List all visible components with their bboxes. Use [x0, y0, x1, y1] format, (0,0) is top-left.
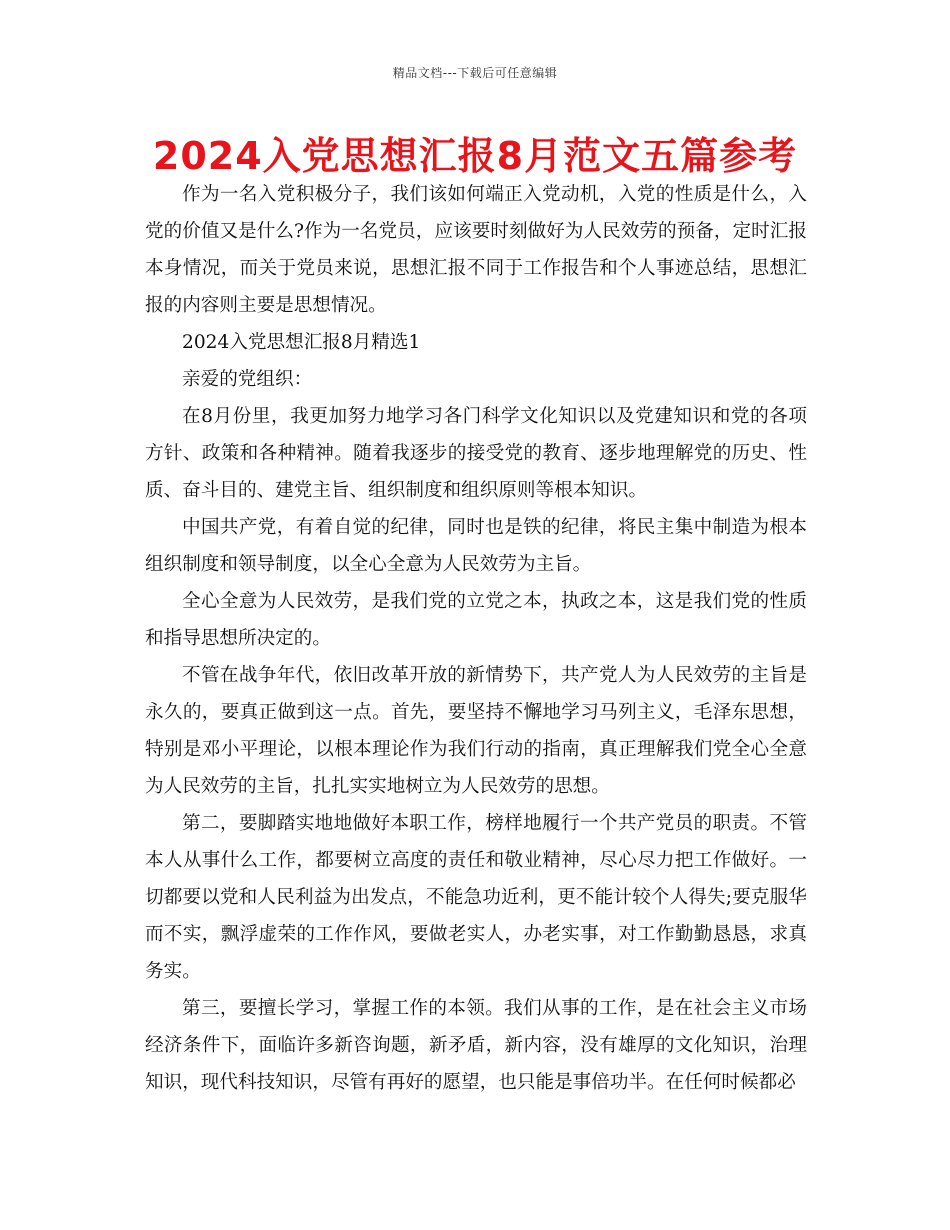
section-heading: 2024入党思想汇报8月精选1 — [182, 332, 421, 353]
paragraph: 在8月份里，我更加努力地学习各门科学文化知识以及党建知识和党的各项方针、政策和各种精神。随着我逐步的接受党的教育、逐步地理解党的历史、性质、奋斗目的、建党主旨、组织制度和组织原则等根本知识。 — [145, 406, 807, 501]
paragraph: 第三，要擅长学习，掌握工作的本领。我们从事的工作，是在社会主义市场经济条件下，面临许多新咨询题，新矛盾，新内容，没有雄厚的文化知识，治理知识，现代科技知识，尽管有再好的愿望，也只能是事倍功半。在任何时候都必 — [145, 998, 807, 1093]
salutation: 亲爱的党组织： — [182, 369, 313, 390]
document-body — [145, 176, 807, 1101]
header-note: 精品文档---下载后可任意编辑 — [392, 66, 558, 80]
paragraph: 中国共产党，有着自觉的纪律，同时也是铁的纪律，将民主集中制造为根本组织制度和领导制度，以全心全意为人民效劳为主旨。 — [145, 517, 807, 575]
paragraph: 第二，要脚踏实地地做好本职工作，榜样地履行一个共产党员的职责。不管本人从事什么工作，都要树立高度的责任和敬业精神，尽心尽力把工作做好。一切都要以党和人民利益为出发点，不能急功近利，更不能计较个人得失;要克服华而不实，飘浮虚荣的工作作风，要做老实人，办老实事，对工作勤勤恳恳，求真务实。 — [145, 813, 807, 982]
document-title: 2024入党思想汇报8月范文五篇参考 — [152, 134, 798, 178]
paragraph-intro: 作为一名入党积极分子，我们该如何端正入党动机，入党的性质是什么，入党的价值又是什么?作为一名党员，应该要时刻做好为人民效劳的预备，定时汇报本身情况，而关于党员来说，思想汇报不同于工作报告和个人事迹总结，思想汇报的内容则主要是思想情况。 — [145, 184, 807, 316]
paragraph: 不管在战争年代，依旧改革开放的新情势下，共产党人为人民效劳的主旨是永久的，要真正做到这一点。首先，要坚持不懈地学习马列主义，毛泽东思想，特别是邓小平理论，以根本理论作为我们行动的指南，真正理解我们党全心全意为人民效劳的主旨，扎扎实实地树立为人民效劳的思想。 — [145, 665, 807, 797]
paragraph: 全心全意为人民效劳，是我们党的立党之本，执政之本，这是我们党的性质和指导思想所决定的。 — [145, 591, 807, 649]
